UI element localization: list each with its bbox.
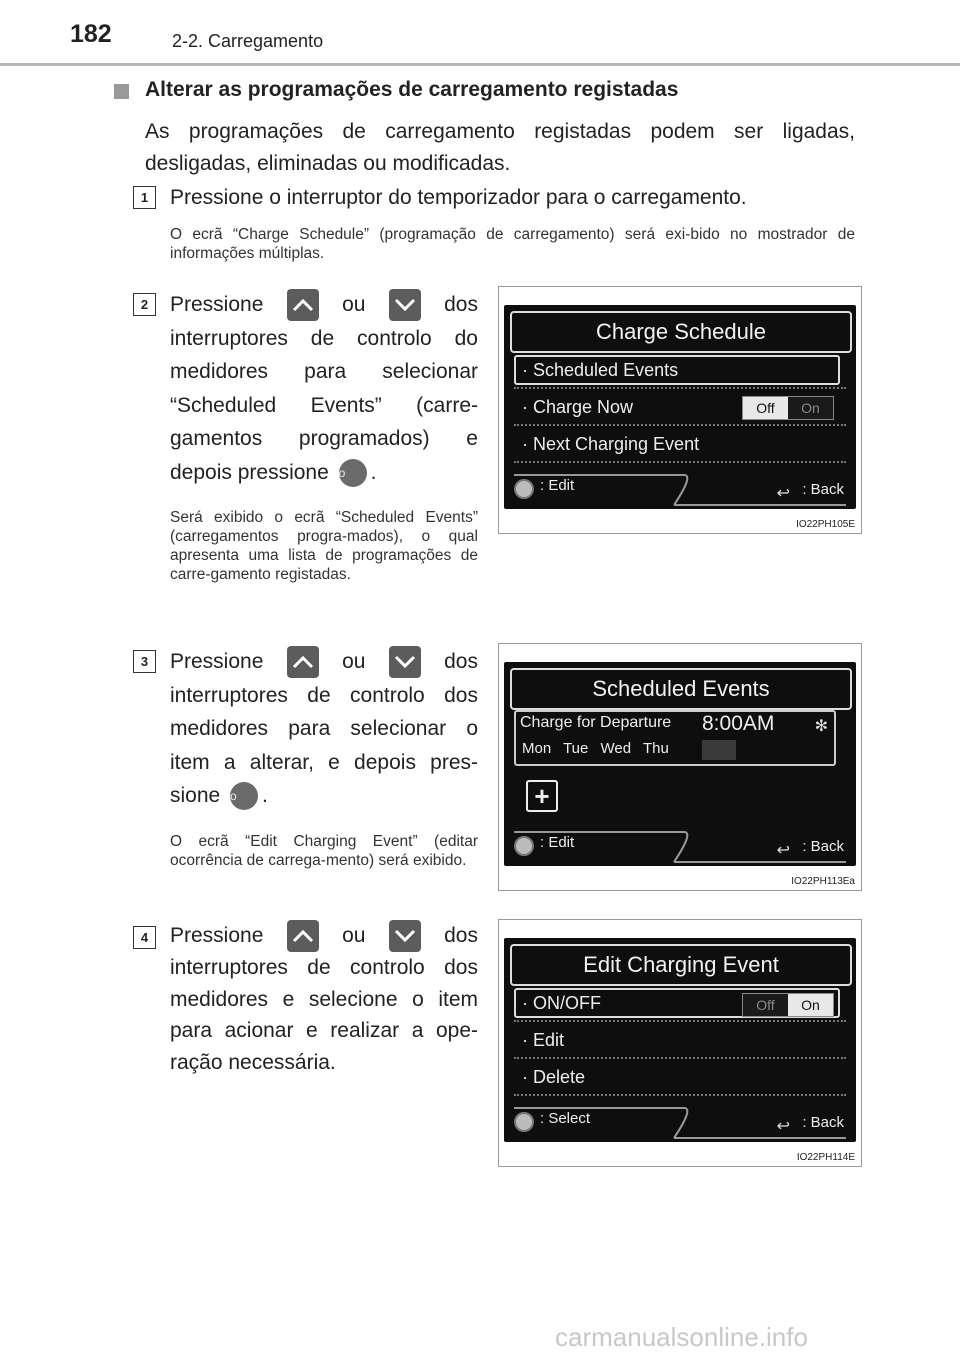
dotted-divider (514, 387, 846, 389)
figure-code: IO22PH105E (796, 519, 855, 530)
step-3-text-d: . (262, 784, 268, 807)
step-number-3: 3 (133, 650, 156, 673)
step-3-text-b: ou (342, 650, 366, 673)
chevron-up-icon (287, 920, 319, 952)
on-off-toggle: Off On (742, 993, 834, 1017)
on-off-toggle: Off On (742, 396, 834, 420)
section-heading: Alterar as programações de carregamento registadas (145, 78, 679, 101)
dotted-divider (514, 461, 846, 463)
step-3-text-a: Pressione (170, 650, 264, 673)
bullet-square-icon (114, 84, 129, 99)
intro-paragraph: As programações de carregamento registadas podem ser ligadas, desligadas, eliminadas ou modificadas. (145, 120, 855, 175)
step-2-note: Será exibido o ecrã “Scheduled Events” (carregamentos progra-mados), o qual apresenta uma lista de programações de carre-gamento registadas. (170, 509, 478, 583)
step-1-note: O ecrã “Charge Schedule” (programação de carregamento) será exi-bido no mostrador de informações múltiplas. (170, 226, 855, 262)
menu-item-charge-now: · Charge Now Off On (516, 393, 838, 421)
back-arrow-icon: ↩ (776, 485, 790, 502)
climate-fan-icon: ✻ (814, 718, 828, 735)
menu-item-on-off: · ON/OFF Off On (514, 988, 840, 1018)
chevron-down-icon (389, 920, 421, 952)
footer-back-label: : Back (802, 1114, 844, 1131)
screen-footer (504, 828, 856, 866)
footer-select-label: : Select (540, 1110, 591, 1127)
event-days: Mon Tue Wed Thu (522, 740, 669, 757)
event-time: 8:00AM (702, 712, 775, 735)
figure-code: IO22PH113Ea (791, 876, 855, 887)
step-4-text-b: ou (342, 924, 366, 947)
menu-item-next-charging-event: · Next Charging Event (522, 434, 700, 454)
step-2-text-b: ou (342, 293, 366, 316)
step-3-note: O ecrã “Edit Charging Event” (editar ocorrência de carrega-mento) será exibido. (170, 833, 478, 869)
step-number-4: 4 (133, 926, 156, 949)
step-3-text (170, 645, 478, 813)
add-event-icon: + (526, 780, 558, 812)
dial-icon (514, 836, 534, 856)
screen-title: Charge Schedule (510, 311, 852, 353)
back-arrow-icon: ↩ (776, 842, 790, 859)
dial-icon (514, 479, 534, 499)
figure-charge-schedule (498, 286, 862, 534)
dotted-divider (514, 1020, 846, 1022)
screen-footer (504, 1104, 856, 1142)
dial-icon (514, 1112, 534, 1132)
chevron-down-icon (389, 289, 421, 321)
chevron-down-icon (389, 646, 421, 678)
header-divider (0, 63, 960, 66)
chevron-up-icon (287, 289, 319, 321)
step-2-text-a: Pressione (170, 293, 264, 316)
menu-item-scheduled-events: · Scheduled Events (514, 355, 840, 385)
display-screen (504, 662, 856, 866)
chevron-up-icon (287, 646, 319, 678)
footer-edit-label: : Edit (540, 477, 575, 494)
step-3-text-c: dos interruptores de controlo dos medidores para selecionar o item a alterar, e depois pres-sione (170, 650, 478, 807)
dotted-divider (514, 424, 846, 426)
ok-button-icon: o (230, 782, 258, 810)
step-4-text-c: dos interruptores de controlo dos medidores e selecione o item para acionar e realizar a ope-ração necessária. (170, 924, 478, 1074)
step-2-text (170, 288, 478, 489)
screen-title: Edit Charging Event (510, 944, 852, 986)
dotted-divider (514, 1057, 846, 1059)
menu-item-delete: · Delete (522, 1067, 586, 1087)
figure-code: IO22PH114E (796, 1152, 855, 1163)
footer-back-label: : Back (802, 838, 844, 855)
footer-edit-label: : Edit (540, 834, 575, 851)
figure-edit-charging-event (498, 919, 862, 1167)
scheduled-event-item (514, 710, 836, 766)
dotted-divider (514, 1094, 846, 1096)
display-screen (504, 305, 856, 509)
footer-back-label: : Back (802, 481, 844, 498)
watermark: carmanualsonline.info (555, 1322, 808, 1352)
display-screen (504, 938, 856, 1142)
screen-footer (504, 471, 856, 509)
page-number: 182 (70, 20, 112, 48)
figure-scheduled-events (498, 643, 862, 891)
screen-title: Scheduled Events (510, 668, 852, 710)
ok-button-icon: o (339, 459, 367, 487)
menu-item-edit: · Edit (522, 1030, 565, 1050)
empty-day-slot (702, 740, 736, 760)
step-2-text-c: dos interruptores de controlo do medidores para selecionar “Scheduled Events” (carre-gamentos programados) e depois pressione (170, 293, 478, 484)
step-number-1: 1 (133, 186, 156, 209)
step-4-text (170, 920, 478, 1078)
section-title: 2-2. Carregamento (172, 31, 324, 51)
step-1-text: Pressione o interruptor do temporizador para o carregamento. (170, 186, 747, 209)
back-arrow-icon: ↩ (776, 1118, 790, 1135)
step-2-text-d: . (370, 460, 377, 484)
event-label: Charge for Departure (520, 714, 672, 731)
step-number-2: 2 (133, 293, 156, 316)
step-4-text-a: Pressione (170, 924, 264, 947)
